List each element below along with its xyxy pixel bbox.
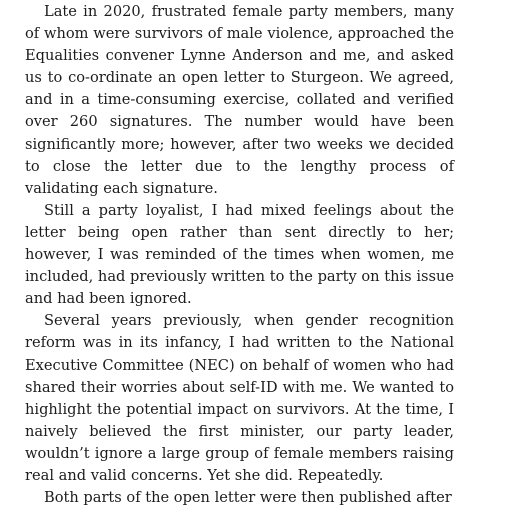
paragraph-4-cut-off: Both parts of the open letter were then published after	[44, 489, 452, 507]
paragraph-3: Several years previously, when gender recognition reform was in its infancy, I had written to the National Executive Committee (NEC) on behalf of women who had shared their worries about self-ID with me. We wanted to highlight the potential impact on survivors. At the time, I naively believed the first minister, our party leader, wouldn’t ignore a large group of female members raising real and valid concerns. Yet she did. Repeatedly.	[25, 312, 454, 484]
paragraph-1: Late in 2020, frustrated female party members, many of whom were survivors of male violence, approached the Equalities convener Lynne Anderson and me, and asked us to co-ordinate an open letter to Sturgeon. We agreed, and in a time-consuming exercise, collated and verified over 260 signatures. The number would have been significantly more; however, after two weeks we decided to close the letter due to the lengthy process of validating each signature.	[25, 3, 454, 197]
paragraph-2: Still a party loyalist, I had mixed feelings about the letter being open rather than sent directly to her; however, I was reminded of the times when women, me included, had previously written to the party on this issue and had been ignored.	[25, 201, 454, 308]
document-page	[25, 0, 454, 507]
